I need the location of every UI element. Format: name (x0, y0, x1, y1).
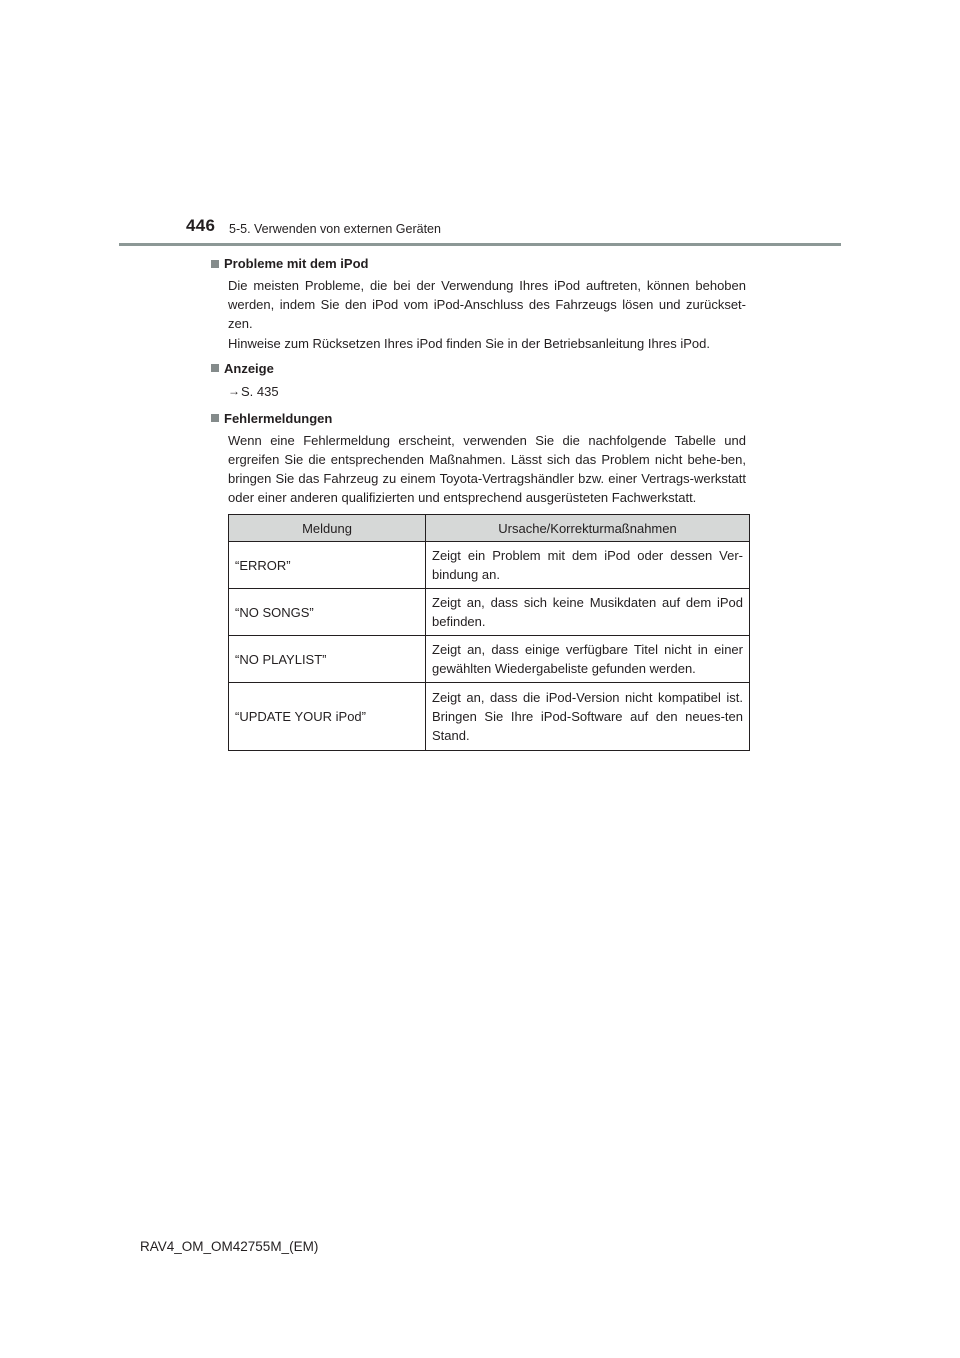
table-row (229, 683, 750, 751)
square-bullet-icon (211, 364, 219, 372)
arrow-right-icon: → (228, 384, 240, 399)
section-error-messages (211, 409, 746, 508)
header-rule (119, 243, 841, 246)
paragraph: Hinweise zum Rücksetzen Ihres iPod finden Sie in der Betriebsanleitung Ihres iPod. (228, 335, 710, 351)
error-message-table (228, 514, 750, 751)
page-number: 446 (186, 216, 216, 235)
paragraph: Die meisten Probleme, die bei der Verwendung Ihres iPod auftreten, können behoben werden, indem Sie den iPod vom iPod-Anschluss des Fahrzeugs lösen und zurückset-zen. (228, 278, 746, 332)
section-heading (211, 409, 746, 428)
section-heading-text: Anzeige (224, 360, 274, 376)
table-row (229, 636, 750, 683)
section-heading-text: Probleme mit dem iPod (224, 255, 369, 271)
table-cell-message: “NO SONGS” (229, 589, 426, 636)
square-bullet-icon (211, 414, 219, 422)
table-cell-cause: Zeigt ein Problem mit dem iPod oder dessen Ver-bindung an. (426, 542, 750, 589)
section-heading (211, 254, 746, 273)
section-heading-text: Fehlermeldungen (224, 410, 333, 426)
paragraph: Wenn eine Fehlermeldung erscheint, verwenden Sie die nachfolgende Tabelle und ergreifen Sie die entsprechenden Maßnahmen. Lässt sich das Problem nicht behe-ben, bringen Sie das Fahrzeug zu einem Toyota-Vertragshändler bzw. einer Vertrags-werkstatt oder einer anderen qualifizierten und entsprechend ausgerüsteten Fachwerkstatt. (228, 432, 746, 506)
table-cell-message: “NO PLAYLIST” (229, 636, 426, 683)
section-heading (211, 359, 746, 378)
section-ipod-problems (211, 254, 746, 353)
page-reference-text: S. 435 (241, 384, 279, 400)
section-display (211, 359, 746, 403)
table-cell-cause: Zeigt an, dass einige verfügbare Titel nicht in einer gewählten Wiedergabeliste gefunden werden. (426, 636, 750, 683)
table-cell-cause: Zeigt an, dass sich keine Musikdaten auf dem iPod befinden. (426, 589, 750, 636)
table-row (229, 542, 750, 589)
table-cell-message: “ERROR” (229, 542, 426, 589)
content (211, 254, 746, 514)
table-cell-cause: Zeigt an, dass die iPod-Version nicht kompatibel ist. Bringen Sie Ihre iPod-Software auf den neues-ten Stand. (426, 683, 750, 751)
section-title: 5-5. Verwenden von externen Geräten (229, 222, 441, 236)
table-cell-message: “UPDATE YOUR iPod” (229, 683, 426, 751)
table-row (229, 589, 750, 636)
table-header-message: Meldung (229, 515, 426, 542)
page-reference[interactable] (228, 381, 746, 403)
footer-doc-code: RAV4_OM_OM42755M_(EM) (140, 1239, 319, 1254)
table-header-row (229, 515, 750, 542)
square-bullet-icon (211, 260, 219, 268)
table-header-cause: Ursache/Korrekturmaßnahmen (426, 515, 750, 542)
